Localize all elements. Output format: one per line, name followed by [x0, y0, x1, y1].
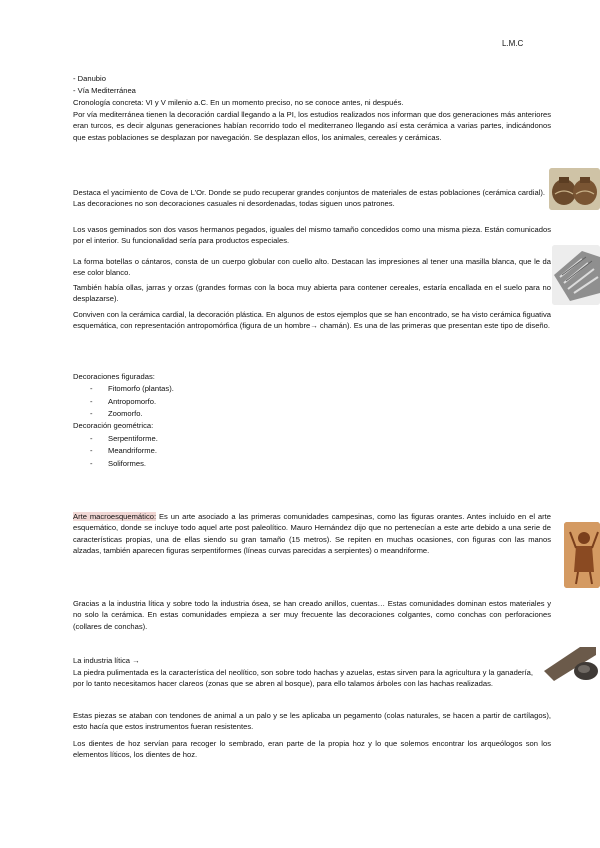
intro-paragraph: Por vía mediterránea tienen la decoración cardial llegando a la PI, los estudios realizados nos informan que dos generaciones más anteriores eran turcos, es decir algunas generaciones habían recorrido todo el mediterraneo llegando así esta cerámica a varias partes, indicándonos que estas poblaciones se desplazan por navegación. Se desplazan ellos, los animales, cereales y cerámicas. [73, 110, 551, 142]
vasos-geminados-paragraph: Los vasos geminados son dos vasos hermanos pegados, iguales del mismo tamaño concedidos como una misma pieza. Están comunicados por el interior. Su funcionalidad sería para productos especiales. [73, 225, 551, 246]
polished-axe-image [540, 641, 600, 691]
litica-paragraph-1: La piedra pulimentada es la característica del neolítico, son sobre todo hachas y azuelas, estas sirven para la agricultura y la ganadería, por lo tanto necesitamos hacer clareos (zonas que se abren al bosque), para ello talamos árboles con las hachas realizadas. [73, 668, 533, 689]
ollas-paragraph: También había ollas, jarras y orzas (grandes formas con la boca muy abierta para contener cereales, estaría encallada en el suelo para no desplazarse). [73, 283, 551, 304]
botellas-paragraph: La forma botellas o cántaros, consta de un cuerpo globular con cuello alto. Destacan las impresiones al tener una masilla blanca, que le da ese color blanco. [73, 257, 551, 278]
list-item: - Fitomorfo (plantas). [90, 384, 174, 393]
macroschematic-art-image [564, 522, 600, 588]
list-item: - Soliformes. [90, 459, 146, 468]
cardial-sherd-image [552, 245, 600, 305]
intro-line-danubio: - Danubio [73, 74, 106, 83]
list-item: - Zoomorfo. [90, 409, 143, 418]
industria-osea-paragraph: Gracias a la industria lítica y sobre todo la industria ósea, se han creado anillos, cuentas… Estas comunidades dominan estos materiales y no solo la cerámica. En estas comunidades empieza a ser muy frecuente las decoraciones colgantes, como conchas con perforaciones (collares de conchas). [73, 599, 551, 631]
intro-line-via: - Vía Mediterránea [73, 86, 136, 95]
author-initials: L.M.C [502, 39, 524, 48]
geminated-vessels-image [549, 168, 600, 210]
macro-highlight-label: Arte macroesquemático: [73, 512, 157, 521]
litica-paragraph-2: Estas piezas se ataban con tendones de animal a un palo y se les aplicaba un pegamento (colas naturales, se hacen a partir de cartílagos), esto hacía que estos instrumentos fueran resistentes. [73, 711, 551, 732]
figurative-title: Decoraciones figuradas: [73, 372, 155, 381]
intro-chronology: Cronología concreta: VI y V milenio a.C. En un momento preciso, no se conoce antes, ni después. [73, 98, 404, 107]
geometric-title: Decoración geométrica: [73, 421, 154, 430]
list-item: - Meandriforme. [90, 446, 157, 455]
decoracion-plastica-paragraph: Conviven con la cerámica cardial, la decoración plástica. En algunos de estos ejemplos que se han encontrado, se ha visto cerámica figuativa esquemática, con representación antropomórfica (figura de un hombre→ chamán). Es una de las primeras que presentan este tipo de diseño. [73, 310, 551, 331]
list-item: - Serpentiforme. [90, 434, 158, 443]
litica-title: La industria lítica → [73, 656, 140, 665]
cova-paragraph: Destaca el yacimiento de Cova de L’Or. Donde se pudo recuperar grandes conjuntos de materiales de estas poblaciones (cerámica cardial). Las decoraciones no son decoraciones casuales ni desordenadas, todas siguen unos patrones. [73, 188, 545, 209]
macro-paragraph: Arte macroesquemático: Es un arte asociado a las primeras comunidades campesinas, como las figuras orantes. Antes incluido en el arte esquemático, donde se incluye todo aquel arte post paleolítico. Mauro Hernández dijo que no pertenecían a este arte debido a una serie de características propias, una de ellas siendo su gran tamaño (15 metros). Se repiten en muchas ocasiones, con figuras con las manos alzadas, también aparecen figuras serpentiformes (líneas curvas parecidas a serpientes) o meandriforme. [73, 512, 551, 555]
litica-paragraph-3: Los dientes de hoz servían para recoger lo sembrado, eran parte de la propia hoz y lo que solemos encontrar los arqueólogos son los elementos líticos, los dientes de hoz. [73, 739, 551, 760]
list-item: - Antropomorfo. [90, 397, 157, 406]
